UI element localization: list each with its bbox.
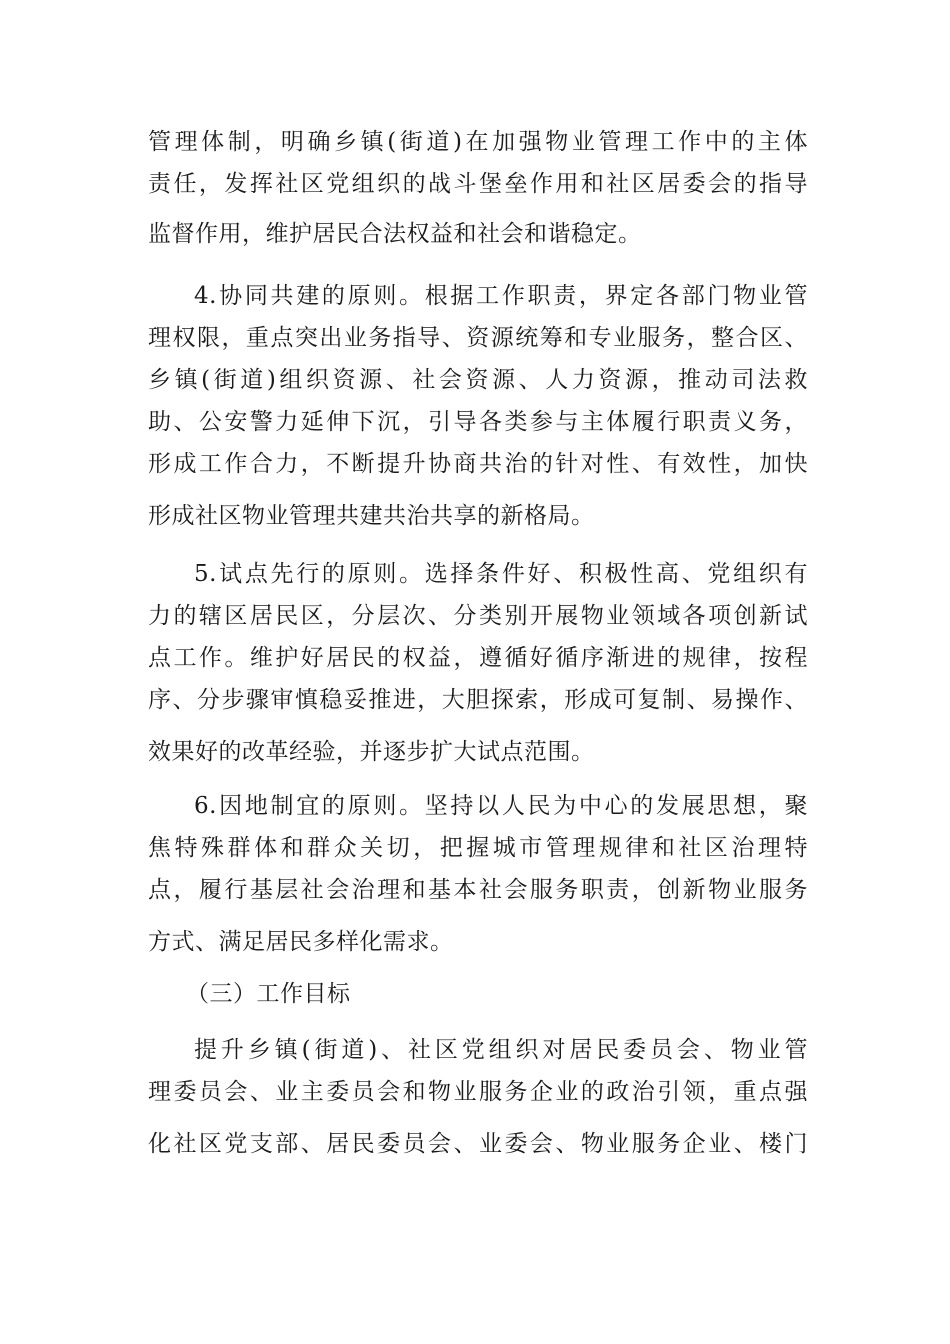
text-line: 序、分步骤审慎稳妥推进，大胆探索，形成可复制、易操作、 <box>148 687 808 713</box>
text-line: 点工作。维护好居民的权益，遵循好循序渐进的规律，按程 <box>148 645 808 671</box>
text-line: 6.因地制宜的原则。坚持以人民为中心的发展思想，聚 <box>194 793 808 819</box>
text-line: 化社区党支部、居民委员会、业委会、物业服务企业、楼门 <box>148 1131 808 1157</box>
text-line: 形成工作合力，不断提升协商共治的针对性、有效性，加快 <box>148 451 808 477</box>
paragraph-management-system <box>148 126 808 250</box>
text-line: 责任，发挥社区党组织的战斗堡垒作用和社区居委会的指导 <box>148 171 808 197</box>
text-line: 4.协同共建的原则。根据工作职责，界定各部门物业管 <box>194 283 808 309</box>
paragraph-principle-4 <box>148 280 808 532</box>
paragraph-principle-6 <box>148 790 808 958</box>
text-line: 理委员会、业主委员会和物业服务企业的政治引领，重点强 <box>148 1079 808 1105</box>
text-line: 点，履行基层社会治理和基本社会服务职责，创新物业服务 <box>148 877 808 903</box>
text-line: 管理体制，明确乡镇(街道)在加强物业管理工作中的主体 <box>148 129 808 155</box>
text-line: 5.试点先行的原则。选择条件好、积极性高、党组织有 <box>194 561 808 587</box>
text-line: 理权限，重点突出业务指导、资源统筹和专业服务，整合区、 <box>148 325 808 351</box>
text-line: 力的辖区居民区，分层次、分类别开展物业领域各项创新试 <box>148 603 808 629</box>
text-line: 助、公安警力延伸下沉，引导各类参与主体履行职责义务， <box>148 409 808 435</box>
text-line: 效果好的改革经验，并逐步扩大试点范围。 <box>148 739 595 765</box>
text-line: 形成社区物业管理共建共治共享的新格局。 <box>148 503 595 529</box>
text-line: 方式、满足居民多样化需求。 <box>148 929 454 955</box>
paragraph-work-goals <box>148 1034 808 1160</box>
text-line: 监督作用，维护居民合法权益和社会和谐稳定。 <box>148 221 642 247</box>
text-line: 焦特殊群体和群众关切，把握城市管理规律和社区治理特 <box>148 835 808 861</box>
paragraph-principle-5 <box>148 558 808 768</box>
text-line: 乡镇(街道)组织资源、社会资源、人力资源，推动司法救 <box>148 367 808 393</box>
text-line: 提升乡镇(街道)、社区党组织对居民委员会、物业管 <box>194 1037 808 1063</box>
section-heading-work-goals: （三）工作目标 <box>186 981 351 1007</box>
